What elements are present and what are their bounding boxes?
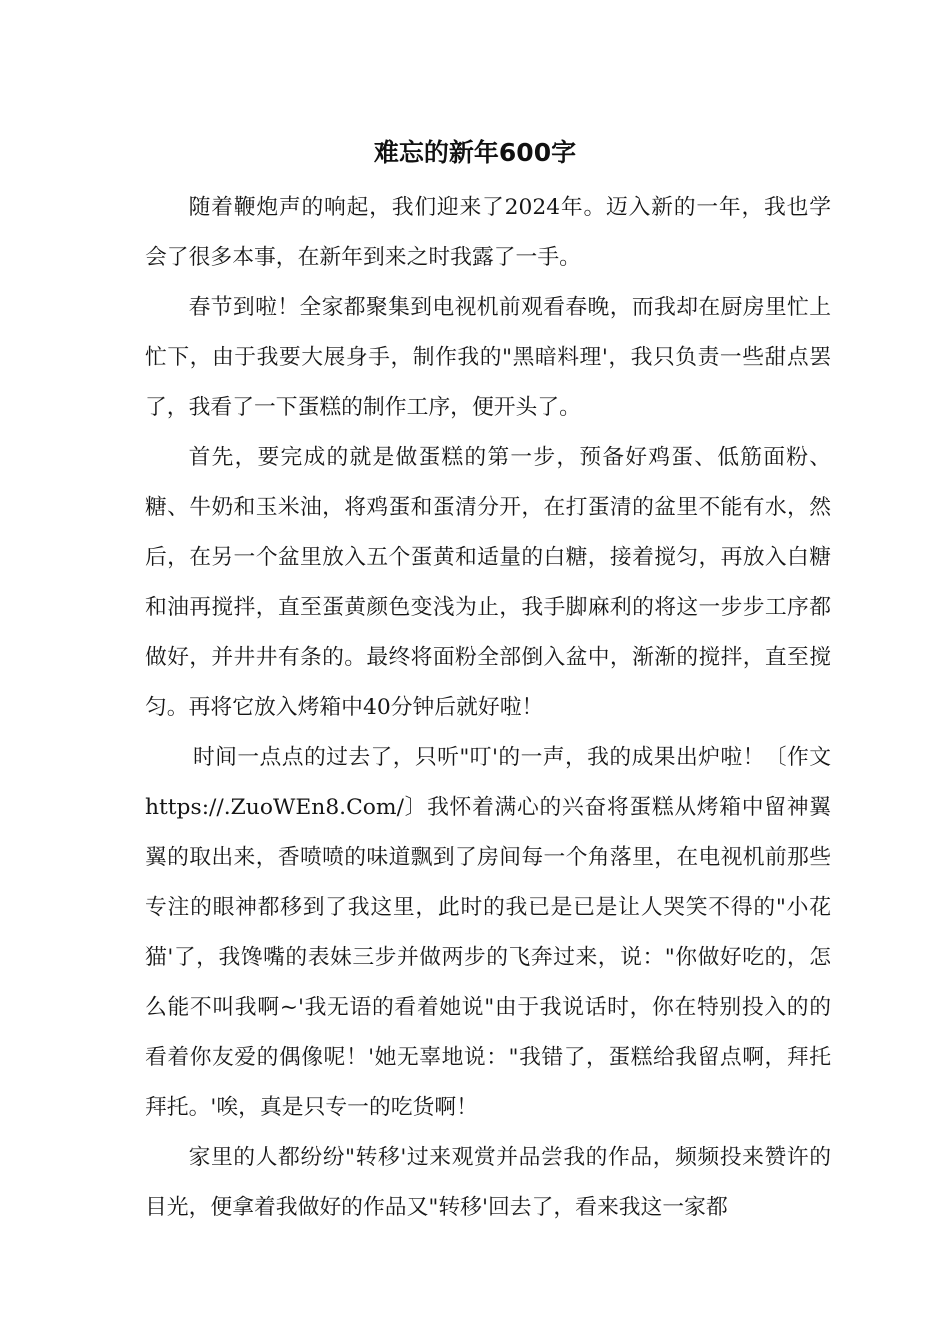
document-title: 难忘的新年600字: [373, 138, 577, 167]
document-body: [145, 183, 831, 1233]
paragraph: 家里的人都纷纷"转移'过来观赏并品尝我的作品，频频投来赞许的目光，便拿着我做好的作品又"转移'回去了，看来我这一家都: [145, 1145, 831, 1220]
paragraph: 随着鞭炮声的响起，我们迎来了2024年。迈入新的一年，我也学会了很多本事，在新年到来之时我露了一手。: [145, 195, 831, 270]
paragraph: 春节到啦！全家都聚集到电视机前观看春晚，而我却在厨房里忙上忙下，由于我要大展身手，制作我的"黑暗料理'，我只负责一些甜点罢了，我看了一下蛋糕的制作工序，便开头了。: [145, 295, 831, 420]
paragraph: 首先，要完成的就是做蛋糕的第一步，预备好鸡蛋、低筋面粉、糖、牛奶和玉米油，将鸡蛋和蛋清分开，在打蛋清的盆里不能有水，然后，在另一个盆里放入五个蛋黄和适量的白糖，接着搅匀，再放入白糖和油再搅拌，直至蛋黄颜色变浅为止，我手脚麻利的将这一步步工序都做好，并井井有条的。最终将面粉全部倒入盆中，渐渐的搅拌，直至搅匀。再将它放入烤箱中40分钟后就好啦！: [145, 445, 831, 720]
paragraph: 时间一点点的过去了，只听"叮'的一声，我的成果出炉啦！〔作文https://.ZuoWEn8.Com/〕我怀着满心的兴奋将蛋糕从烤箱中留神翼翼的取出来，香喷喷的味道飘到了房间每一个角落里，在电视机前那些专注的眼神都移到了我这里，此时的我已是已是让人哭笑不得的"小花猫'了，我馋嘴的表妹三步并做两步的飞奔过来，说："你做好吃的，怎么能不叫我啊~'我无语的看着她说"由于我说话时，你在特别投入的的看着你友爱的偶像呢！'她无辜地说："我错了，蛋糕给我留点啊，拜托拜托。'唉，真是只专一的吃货啊！: [145, 745, 831, 1120]
